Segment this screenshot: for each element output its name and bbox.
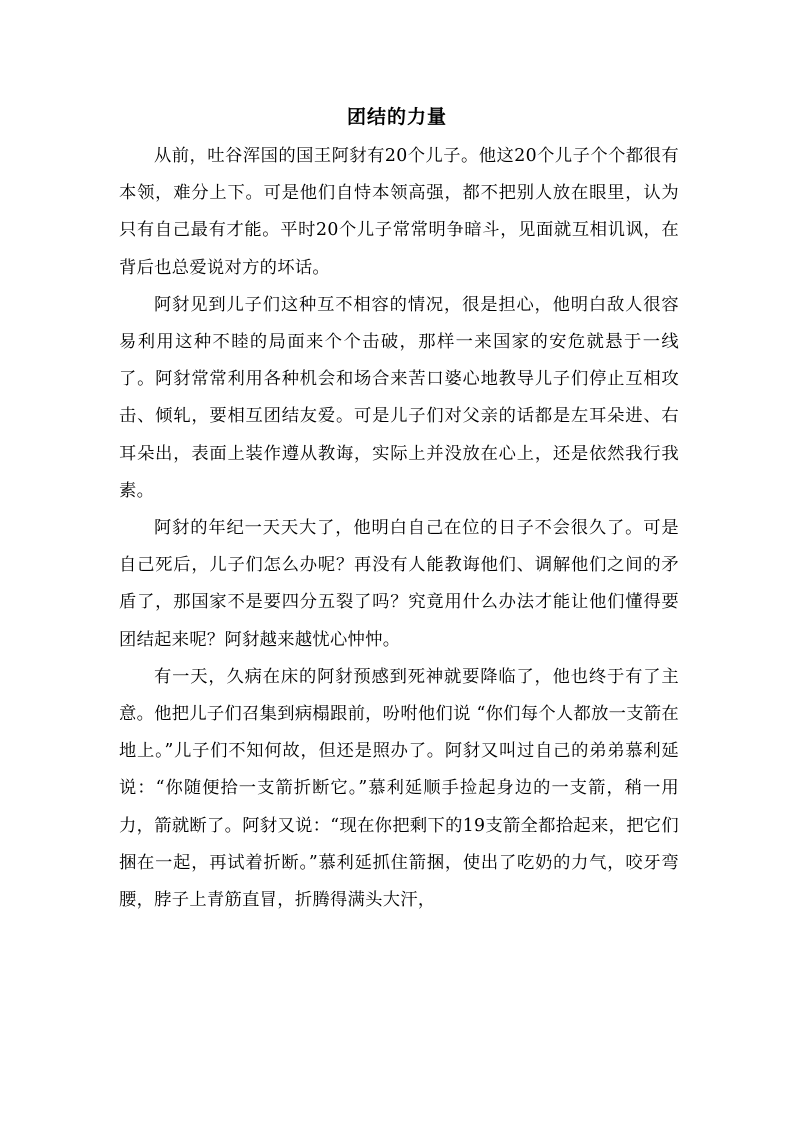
paragraph-2: 阿豺见到儿子们这种互不相容的情况，很是担心，他明白敌人很容易利用这种不睦的局面来个个击破，那样一来国家的安危就悬于一线了。阿豺常常利用各种机会和场合来苦口婆心地教导儿子们停止互相攻击、倾轧，要相互团结友爱。可是儿子们对父亲的话都是左耳朵进、右耳朵出，表面上装作遵从教诲，实际上并没放在心上，还是依然我行我素。 [119,294,679,501]
document-body [119,138,679,919]
document-title: 团结的力量 [346,106,447,128]
paragraph-4: 有一天，久病在床的阿豺预感到死神就要降临了，他也终于有了主意。他把儿子们召集到病榻跟前，吩咐他们说 “你们每个人都放一支箭在地上。”儿子们不知何故，但还是照办了。阿豺又叫过自己的弟弟慕利延说：“你随便拾一支箭折断它。”慕利延顺手捡起身边的一支箭，稍一用力，箭就断了。阿豺又说：“现在你把剩下的19支箭全都拾起来，把它们捆在一起，再试着折断。”慕利延抓住箭捆，使出了吃奶的力气，咬牙弯腰，脖子上青筋直冒，折腾得满头大汗， [119,666,679,911]
paragraph-1: 从前，吐谷浑国的国王阿豺有20个儿子。他这20个儿子个个都很有本领，难分上下。可是他们自恃本领高强，都不把别人放在眼里，认为只有自己最有才能。平时20个儿子常常明争暗斗，见面就互相讥讽，在背后也总爱说对方的坏话。 [119,146,679,278]
paragraph-3: 阿豺的年纪一天天大了，他明白自己在位的日子不会很久了。可是自己死后，儿子们怎么办呢？再没有人能教诲他们、调解他们之间的矛盾了，那国家不是要四分五裂了吗？究竟用什么办法才能让他们懂得要团结起来呢？阿豺越来越忧心忡忡。 [119,518,679,650]
